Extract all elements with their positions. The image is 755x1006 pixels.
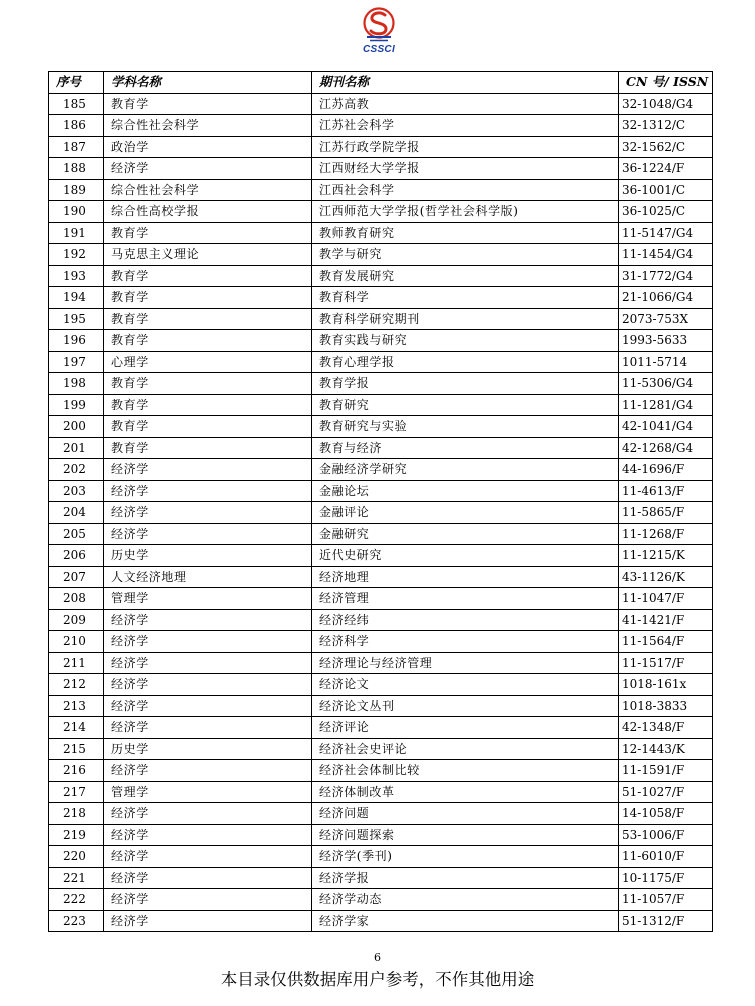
table-row bbox=[49, 760, 713, 782]
journal-name-cell: 经济社会史评论 bbox=[312, 738, 619, 760]
serial-number-cell: 211 bbox=[49, 652, 104, 674]
cn-issn-cell: 11-1268/F bbox=[619, 523, 713, 545]
serial-number-cell: 209 bbox=[49, 609, 104, 631]
serial-number-cell: 198 bbox=[49, 373, 104, 395]
footer-disclaimer: 本目录仅供数据库用户参考，不作其他用途 bbox=[220, 970, 535, 989]
table-row bbox=[49, 158, 713, 180]
cn-issn-cell: 11-4613/F bbox=[619, 480, 713, 502]
cn-issn-cell: 42-1268/G4 bbox=[619, 437, 713, 459]
logo-text: CSSCI bbox=[362, 44, 396, 55]
subject-name-cell: 经济学 bbox=[104, 158, 312, 180]
subject-name-cell: 教育学 bbox=[104, 265, 312, 287]
serial-number-cell: 186 bbox=[49, 115, 104, 137]
subject-name-cell: 教育学 bbox=[104, 287, 312, 309]
header-cn-issn: CN 号/ ISSN bbox=[619, 72, 713, 94]
serial-number-cell: 188 bbox=[49, 158, 104, 180]
serial-number-cell: 219 bbox=[49, 824, 104, 846]
journal-name-cell: 教育科学研究期刊 bbox=[312, 308, 619, 330]
journal-name-cell: 经济论文 bbox=[312, 674, 619, 696]
serial-number-cell: 199 bbox=[49, 394, 104, 416]
journal-name-cell: 经济体制改革 bbox=[312, 781, 619, 803]
journal-name-cell: 教育学报 bbox=[312, 373, 619, 395]
serial-number-cell: 220 bbox=[49, 846, 104, 868]
subject-name-cell: 经济学 bbox=[104, 846, 312, 868]
table-row bbox=[49, 910, 713, 932]
journal-name-cell: 经济论文丛刊 bbox=[312, 695, 619, 717]
journal-name-cell: 近代史研究 bbox=[312, 545, 619, 567]
cn-issn-cell: 1993-5633 bbox=[619, 330, 713, 352]
subject-name-cell: 教育学 bbox=[104, 330, 312, 352]
serial-number-cell: 221 bbox=[49, 867, 104, 889]
journal-name-cell: 教育与经济 bbox=[312, 437, 619, 459]
cn-issn-cell: 51-1312/F bbox=[619, 910, 713, 932]
serial-number-cell: 216 bbox=[49, 760, 104, 782]
subject-name-cell: 历史学 bbox=[104, 738, 312, 760]
table-row bbox=[49, 631, 713, 653]
subject-name-cell: 管理学 bbox=[104, 781, 312, 803]
table-row bbox=[49, 781, 713, 803]
subject-name-cell: 教育学 bbox=[104, 308, 312, 330]
subject-name-cell: 心理学 bbox=[104, 351, 312, 373]
journal-name-cell: 江西社会科学 bbox=[312, 179, 619, 201]
table-row bbox=[49, 265, 713, 287]
serial-number-cell: 195 bbox=[49, 308, 104, 330]
serial-number-cell: 204 bbox=[49, 502, 104, 524]
table-row bbox=[49, 545, 713, 567]
serial-number-cell: 205 bbox=[49, 523, 104, 545]
cn-issn-cell: 44-1696/F bbox=[619, 459, 713, 481]
serial-number-cell: 201 bbox=[49, 437, 104, 459]
serial-number-cell: 213 bbox=[49, 695, 104, 717]
serial-number-cell: 203 bbox=[49, 480, 104, 502]
serial-number-cell: 218 bbox=[49, 803, 104, 825]
table-row bbox=[49, 222, 713, 244]
journal-name-cell: 经济学家 bbox=[312, 910, 619, 932]
subject-name-cell: 经济学 bbox=[104, 867, 312, 889]
serial-number-cell: 207 bbox=[49, 566, 104, 588]
journal-name-cell: 经济问题探索 bbox=[312, 824, 619, 846]
table-row bbox=[49, 609, 713, 631]
table-row bbox=[49, 889, 713, 911]
journal-name-cell: 经济地理 bbox=[312, 566, 619, 588]
serial-number-cell: 217 bbox=[49, 781, 104, 803]
subject-name-cell: 教育学 bbox=[104, 394, 312, 416]
subject-name-cell: 经济学 bbox=[104, 523, 312, 545]
journal-name-cell: 经济问题 bbox=[312, 803, 619, 825]
journal-name-cell: 经济评论 bbox=[312, 717, 619, 739]
table-row bbox=[49, 416, 713, 438]
cssci-logo-icon bbox=[361, 6, 397, 44]
cn-issn-cell: 11-1564/F bbox=[619, 631, 713, 653]
cn-issn-cell: 32-1562/C bbox=[619, 136, 713, 158]
subject-name-cell: 经济学 bbox=[104, 459, 312, 481]
table-row bbox=[49, 867, 713, 889]
table-row bbox=[49, 523, 713, 545]
table-row bbox=[49, 652, 713, 674]
serial-number-cell: 190 bbox=[49, 201, 104, 223]
serial-number-cell: 212 bbox=[49, 674, 104, 696]
cn-issn-cell: 42-1348/F bbox=[619, 717, 713, 739]
cn-issn-cell: 31-1772/G4 bbox=[619, 265, 713, 287]
cn-issn-cell: 11-5865/F bbox=[619, 502, 713, 524]
header-journal: 期刊名称 bbox=[312, 72, 619, 94]
cn-issn-cell: 36-1001/C bbox=[619, 179, 713, 201]
subject-name-cell: 教育学 bbox=[104, 437, 312, 459]
serial-number-cell: 202 bbox=[49, 459, 104, 481]
subject-name-cell: 马克思主义理论 bbox=[104, 244, 312, 266]
table-row bbox=[49, 846, 713, 868]
table-row bbox=[49, 717, 713, 739]
table-body bbox=[49, 93, 713, 932]
subject-name-cell: 经济学 bbox=[104, 889, 312, 911]
cn-issn-cell: 14-1058/F bbox=[619, 803, 713, 825]
serial-number-cell: 200 bbox=[49, 416, 104, 438]
journal-name-cell: 江苏高教 bbox=[312, 93, 619, 115]
journal-name-cell: 江苏社会科学 bbox=[312, 115, 619, 137]
serial-number-cell: 206 bbox=[49, 545, 104, 567]
subject-name-cell: 经济学 bbox=[104, 910, 312, 932]
table-row bbox=[49, 738, 713, 760]
subject-name-cell: 经济学 bbox=[104, 652, 312, 674]
cn-issn-cell: 42-1041/G4 bbox=[619, 416, 713, 438]
journal-name-cell: 金融经济学研究 bbox=[312, 459, 619, 481]
cn-issn-cell: 41-1421/F bbox=[619, 609, 713, 631]
subject-name-cell: 经济学 bbox=[104, 631, 312, 653]
subject-name-cell: 经济学 bbox=[104, 803, 312, 825]
cn-issn-cell: 11-5306/G4 bbox=[619, 373, 713, 395]
cn-issn-cell: 36-1224/F bbox=[619, 158, 713, 180]
journal-name-cell: 教育发展研究 bbox=[312, 265, 619, 287]
table-row bbox=[49, 373, 713, 395]
serial-number-cell: 222 bbox=[49, 889, 104, 911]
subject-name-cell: 经济学 bbox=[104, 674, 312, 696]
journal-name-cell: 经济经纬 bbox=[312, 609, 619, 631]
cn-issn-cell: 11-1215/K bbox=[619, 545, 713, 567]
serial-number-cell: 187 bbox=[49, 136, 104, 158]
serial-number-cell: 208 bbox=[49, 588, 104, 610]
cn-issn-cell: 11-1591/F bbox=[619, 760, 713, 782]
cn-issn-cell: 1018-3833 bbox=[619, 695, 713, 717]
subject-name-cell: 经济学 bbox=[104, 695, 312, 717]
table-row bbox=[49, 308, 713, 330]
journal-name-cell: 经济学报 bbox=[312, 867, 619, 889]
journal-name-cell: 金融论坛 bbox=[312, 480, 619, 502]
table-row bbox=[49, 480, 713, 502]
journal-name-cell: 教育实践与研究 bbox=[312, 330, 619, 352]
journal-name-cell: 金融研究 bbox=[312, 523, 619, 545]
journal-name-cell: 江苏行政学院学报 bbox=[312, 136, 619, 158]
subject-name-cell: 政治学 bbox=[104, 136, 312, 158]
cn-issn-cell: 2073-753X bbox=[619, 308, 713, 330]
cn-issn-cell: 11-6010/F bbox=[619, 846, 713, 868]
journal-name-cell: 江西财经大学学报 bbox=[312, 158, 619, 180]
table-row bbox=[49, 695, 713, 717]
cn-issn-cell: 32-1048/G4 bbox=[619, 93, 713, 115]
subject-name-cell: 经济学 bbox=[104, 760, 312, 782]
table-row bbox=[49, 179, 713, 201]
subject-name-cell: 管理学 bbox=[104, 588, 312, 610]
journal-name-cell: 经济管理 bbox=[312, 588, 619, 610]
cn-issn-cell: 1011-5714 bbox=[619, 351, 713, 373]
cn-issn-cell: 11-1517/F bbox=[619, 652, 713, 674]
subject-name-cell: 经济学 bbox=[104, 609, 312, 631]
table-header-row bbox=[49, 72, 713, 94]
journal-name-cell: 教育心理学报 bbox=[312, 351, 619, 373]
subject-name-cell: 综合性社会科学 bbox=[104, 115, 312, 137]
table-row bbox=[49, 330, 713, 352]
serial-number-cell: 196 bbox=[49, 330, 104, 352]
cn-issn-cell: 36-1025/C bbox=[619, 201, 713, 223]
subject-name-cell: 经济学 bbox=[104, 717, 312, 739]
cn-issn-cell: 32-1312/C bbox=[619, 115, 713, 137]
table-row bbox=[49, 437, 713, 459]
cn-issn-cell: 53-1006/F bbox=[619, 824, 713, 846]
journal-name-cell: 教育科学 bbox=[312, 287, 619, 309]
journal-name-cell: 经济学动态 bbox=[312, 889, 619, 911]
journal-name-cell: 经济科学 bbox=[312, 631, 619, 653]
serial-number-cell: 214 bbox=[49, 717, 104, 739]
serial-number-cell: 210 bbox=[49, 631, 104, 653]
subject-name-cell: 经济学 bbox=[104, 480, 312, 502]
table-row bbox=[49, 588, 713, 610]
cn-issn-cell: 11-1281/G4 bbox=[619, 394, 713, 416]
subject-name-cell: 教育学 bbox=[104, 373, 312, 395]
cn-issn-cell: 10-1175/F bbox=[619, 867, 713, 889]
subject-name-cell: 教育学 bbox=[104, 416, 312, 438]
serial-number-cell: 189 bbox=[49, 179, 104, 201]
table-row bbox=[49, 244, 713, 266]
table-row bbox=[49, 287, 713, 309]
table-row bbox=[49, 136, 713, 158]
serial-number-cell: 185 bbox=[49, 93, 104, 115]
journal-name-cell: 经济学(季刊) bbox=[312, 846, 619, 868]
journal-name-cell: 经济社会体制比较 bbox=[312, 760, 619, 782]
table-row bbox=[49, 674, 713, 696]
cn-issn-cell: 11-1057/F bbox=[619, 889, 713, 911]
cn-issn-cell: 51-1027/F bbox=[619, 781, 713, 803]
cn-issn-cell: 21-1066/G4 bbox=[619, 287, 713, 309]
header-subject: 学科名称 bbox=[104, 72, 312, 94]
table-row bbox=[49, 459, 713, 481]
header-serial: 序号 bbox=[49, 72, 104, 94]
cn-issn-cell: 12-1443/K bbox=[619, 738, 713, 760]
cssci-logo bbox=[361, 6, 397, 58]
cn-issn-cell: 43-1126/K bbox=[619, 566, 713, 588]
journal-name-cell: 金融评论 bbox=[312, 502, 619, 524]
subject-name-cell: 综合性高校学报 bbox=[104, 201, 312, 223]
serial-number-cell: 193 bbox=[49, 265, 104, 287]
cn-issn-cell: 11-5147/G4 bbox=[619, 222, 713, 244]
subject-name-cell: 人文经济地理 bbox=[104, 566, 312, 588]
table-row bbox=[49, 201, 713, 223]
page-number: 6 bbox=[374, 951, 381, 964]
subject-name-cell: 综合性社会科学 bbox=[104, 179, 312, 201]
journal-name-cell: 教育研究与实验 bbox=[312, 416, 619, 438]
serial-number-cell: 194 bbox=[49, 287, 104, 309]
table-row bbox=[49, 803, 713, 825]
journal-name-cell: 教师教育研究 bbox=[312, 222, 619, 244]
table-row bbox=[49, 566, 713, 588]
serial-number-cell: 197 bbox=[49, 351, 104, 373]
journal-name-cell: 经济理论与经济管理 bbox=[312, 652, 619, 674]
subject-name-cell: 经济学 bbox=[104, 502, 312, 524]
cn-issn-cell: 11-1047/F bbox=[619, 588, 713, 610]
serial-number-cell: 192 bbox=[49, 244, 104, 266]
table-row bbox=[49, 502, 713, 524]
journal-name-cell: 教育研究 bbox=[312, 394, 619, 416]
subject-name-cell: 教育学 bbox=[104, 222, 312, 244]
subject-name-cell: 教育学 bbox=[104, 93, 312, 115]
journal-catalog-table bbox=[48, 71, 713, 932]
subject-name-cell: 历史学 bbox=[104, 545, 312, 567]
table-row bbox=[49, 394, 713, 416]
cn-issn-cell: 1018-161x bbox=[619, 674, 713, 696]
cn-issn-cell: 11-1454/G4 bbox=[619, 244, 713, 266]
serial-number-cell: 223 bbox=[49, 910, 104, 932]
table-row bbox=[49, 115, 713, 137]
serial-number-cell: 191 bbox=[49, 222, 104, 244]
table-row bbox=[49, 93, 713, 115]
journal-name-cell: 教学与研究 bbox=[312, 244, 619, 266]
journal-name-cell: 江西师范大学学报(哲学社会科学版) bbox=[312, 201, 619, 223]
table-row bbox=[49, 824, 713, 846]
subject-name-cell: 经济学 bbox=[104, 824, 312, 846]
table-row bbox=[49, 351, 713, 373]
serial-number-cell: 215 bbox=[49, 738, 104, 760]
